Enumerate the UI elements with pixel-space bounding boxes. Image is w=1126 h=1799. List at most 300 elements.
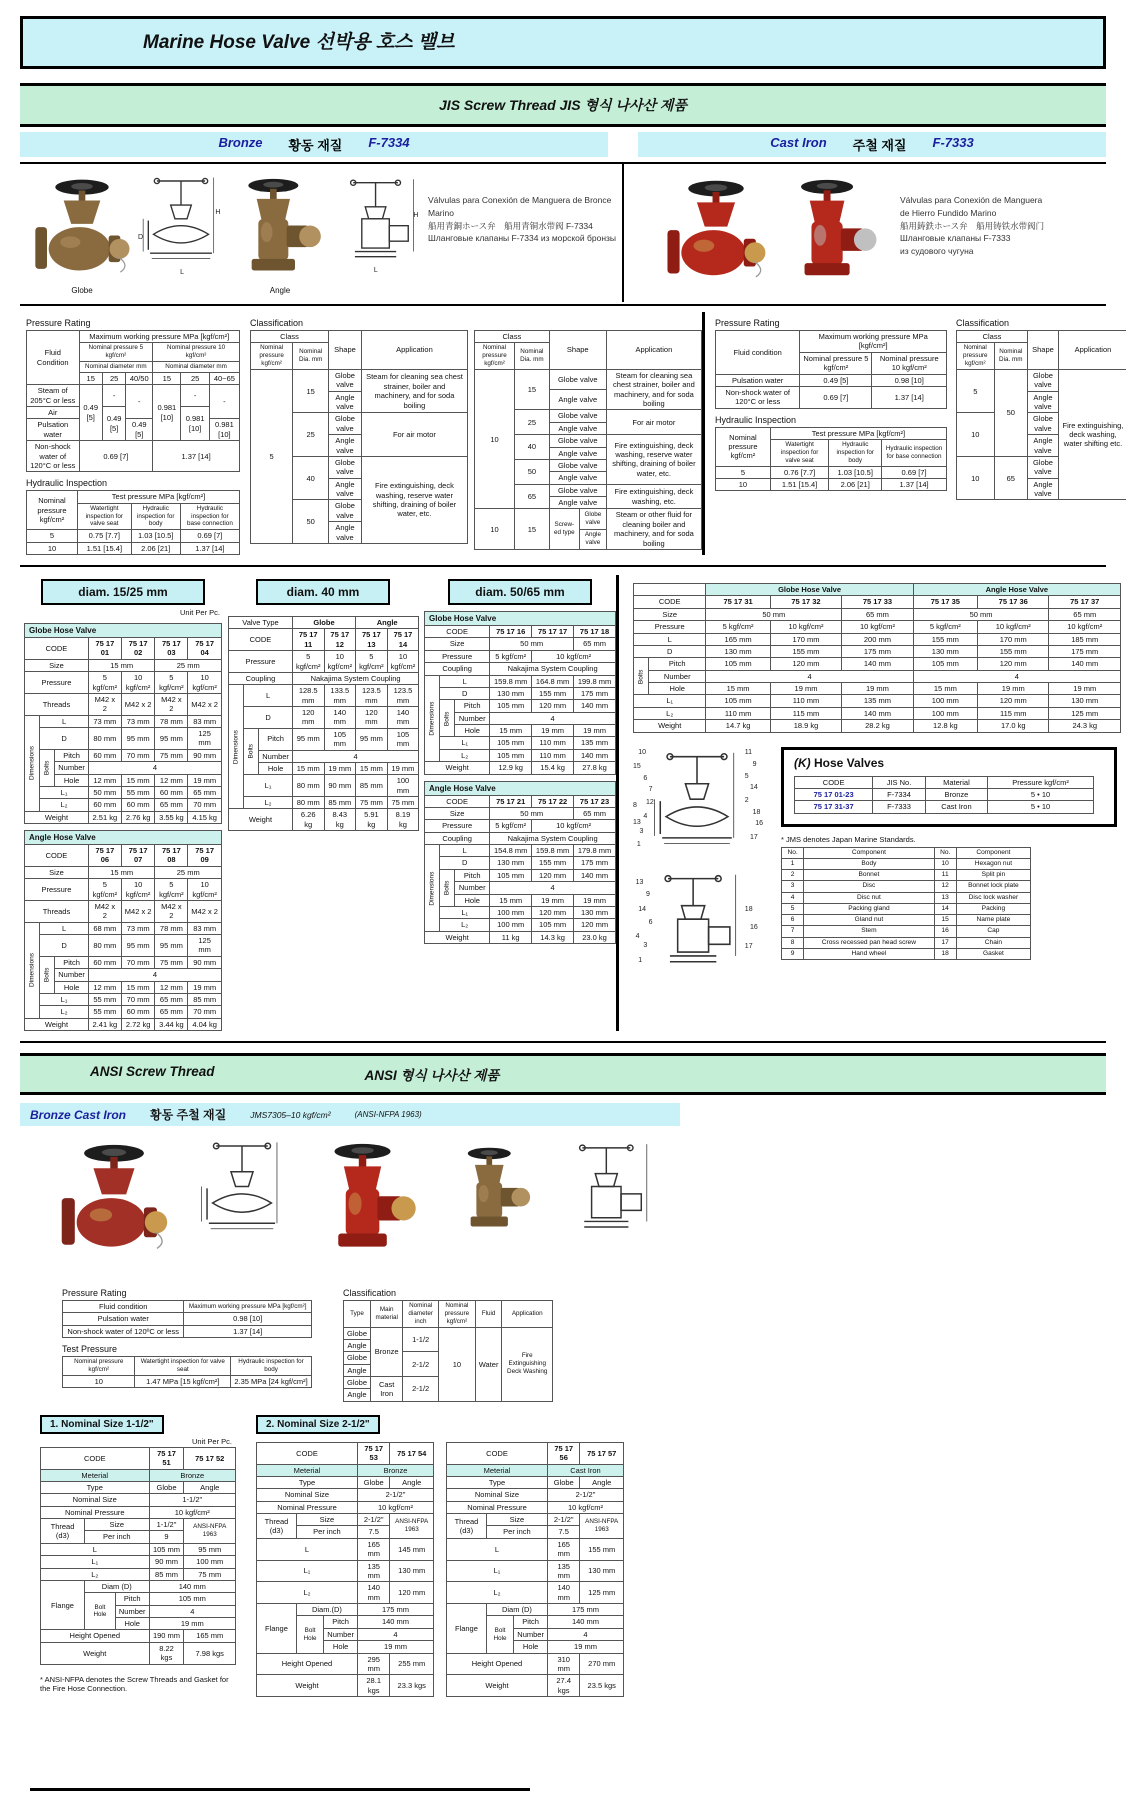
unit-per-pc-label: Unit Per Pc. xyxy=(179,608,220,618)
globe-drawing-icon xyxy=(645,747,749,863)
jis-section-banner: JIS Screw Thread JIS 형식 나사산 제품 xyxy=(20,83,1106,127)
cell: 5 xyxy=(251,369,293,543)
cell: 4 xyxy=(292,750,418,762)
cell: 5 • 10 xyxy=(988,788,1094,800)
cell: Pressure xyxy=(229,651,293,673)
cell: Size xyxy=(425,638,490,650)
cell: Pitch xyxy=(324,1616,358,1628)
part-callout: 3 xyxy=(643,942,648,950)
cell: M42 x 2 xyxy=(155,900,188,922)
cell: 4.15 kg xyxy=(188,811,222,823)
part-callout: H xyxy=(413,211,419,219)
cell: 10 kgf/cm² xyxy=(188,672,222,694)
cell: 65 mm xyxy=(574,638,616,650)
cell: 75 17 08 xyxy=(155,845,188,867)
cell: 165 mm xyxy=(706,633,770,645)
cell: 1 xyxy=(782,858,804,869)
cell: Angle valve xyxy=(580,529,607,549)
bronze-name: Bronze xyxy=(218,135,263,150)
cell: Globe valve xyxy=(329,500,362,522)
cell: 12 xyxy=(934,881,956,892)
cell: Gasket xyxy=(956,948,1030,959)
cell: Watertight inspection for valve seat xyxy=(77,503,131,530)
cell: 73 mm xyxy=(121,715,155,727)
part-callout: 13 xyxy=(635,878,644,886)
cell: Packing xyxy=(956,903,1030,914)
ansi-globe-valve-photo xyxy=(58,1136,170,1262)
cell: 75 17 56 xyxy=(547,1442,579,1464)
cell: Pressure xyxy=(425,820,490,832)
part-callout: 14 xyxy=(750,783,758,791)
cell: ANSI-NFPA 1963 xyxy=(580,1514,624,1539)
cell: Disc xyxy=(804,881,934,892)
note-line: из судового чугуна xyxy=(900,246,974,256)
cell: 2.76 kg xyxy=(121,811,155,823)
cell: 15 mm xyxy=(490,894,532,906)
cell: 120 mm xyxy=(978,695,1049,707)
cell: 90 mm xyxy=(188,956,222,968)
cell: 133.5 mm xyxy=(324,685,356,707)
cell: Per inch xyxy=(296,1526,357,1538)
cell: Dimensions xyxy=(229,685,244,809)
cell: Angle valve xyxy=(549,472,606,484)
cell: 23.3 kgs xyxy=(390,1675,434,1697)
cell: 10 kgf/cm² xyxy=(387,651,419,673)
cell: 175 mm xyxy=(574,687,616,699)
cell: 5 kgf/cm² xyxy=(706,621,770,633)
divider xyxy=(20,1041,1106,1043)
cell: Flange xyxy=(41,1580,85,1630)
cell: 5 kgf/cm² xyxy=(356,651,388,673)
cell: 25 mm xyxy=(155,866,222,878)
cell: Class xyxy=(957,331,1028,343)
cell: 0.76 [7.7] xyxy=(770,466,828,478)
cell: 105 mm xyxy=(490,749,532,761)
cell: 0.75 [7.7] xyxy=(77,530,131,542)
cell: 140 mm xyxy=(574,700,616,712)
cell: 50 mm xyxy=(913,608,1049,620)
cell: 1.51 [15.4] xyxy=(770,478,828,490)
cell: 0.69 [7] xyxy=(800,386,872,408)
cell: 1-1/2" xyxy=(149,1494,235,1506)
cell: - xyxy=(126,385,153,419)
cell: L₂ xyxy=(257,1582,358,1604)
cell: Component xyxy=(804,847,934,858)
jis-dimensions-row xyxy=(18,569,1108,1039)
part-callout: 4 xyxy=(635,932,640,940)
cell: 2 xyxy=(782,870,804,881)
cell: 0.981 [10] xyxy=(153,385,181,441)
cell: 75 17 11 xyxy=(292,629,324,651)
cell: 10 xyxy=(957,413,995,457)
cell: D xyxy=(40,728,89,750)
cell: 3 xyxy=(782,881,804,892)
cell: 130 mm xyxy=(490,687,532,699)
cell: Weight xyxy=(447,1675,548,1697)
cell: L xyxy=(244,685,293,707)
part-callout: 10 xyxy=(638,748,646,756)
cell: Height Opened xyxy=(447,1653,548,1675)
cell: 105 mm xyxy=(706,695,770,707)
cell: 75 17 51 xyxy=(149,1447,184,1469)
cell: 100 mm xyxy=(913,707,977,719)
cell: 135 mm xyxy=(547,1560,579,1582)
cell: For air motor xyxy=(361,413,467,457)
part-callout: 5 xyxy=(744,772,749,780)
cell: 5.91 kg xyxy=(356,809,388,831)
ansi-test-pressure-table xyxy=(62,1356,312,1388)
cell: 0.981 [10] xyxy=(209,419,239,441)
part-callout: 6 xyxy=(648,919,653,927)
cell: Height Opened xyxy=(257,1653,358,1675)
cell: 10 xyxy=(475,369,515,509)
cell: 2.72 kg xyxy=(121,1018,155,1030)
cast-globe-drawing xyxy=(633,747,763,867)
cell: Shape xyxy=(329,331,362,370)
cell: 5 • 10 xyxy=(988,801,1094,813)
cell: Cast Iron xyxy=(547,1464,623,1476)
globe-caption: Globe xyxy=(71,286,93,295)
cell: 75 17 16 xyxy=(490,626,532,638)
cast-iron-header xyxy=(638,132,1106,157)
cell: 75 mm xyxy=(155,749,188,761)
cell: Size xyxy=(486,1514,547,1526)
ansi-size2-column xyxy=(256,1414,624,1697)
cell: D xyxy=(244,707,293,729)
cell: 5 kgf/cm² xyxy=(490,650,532,662)
cell: Hole xyxy=(259,762,293,774)
cell: 55 mm xyxy=(88,993,121,1005)
cell: 19 mm xyxy=(324,762,356,774)
cell: Type xyxy=(344,1301,371,1328)
cell: Hole xyxy=(55,981,89,993)
cell: 10 xyxy=(63,1375,135,1387)
cell: Nominal Size xyxy=(257,1489,358,1501)
cell: 105 mm xyxy=(387,728,419,750)
cell: 15 xyxy=(293,369,329,413)
cell: 75 17 22 xyxy=(532,795,574,807)
cell: 60 mm xyxy=(155,786,188,798)
cell: L xyxy=(41,1543,150,1555)
cast-name: Cast Iron xyxy=(770,135,827,150)
cell: M42 x 2 xyxy=(88,900,121,922)
cell: Bolt Hole xyxy=(85,1593,116,1630)
bronze-classification-column xyxy=(240,312,702,555)
part-callout: L xyxy=(373,266,378,274)
cell: Hole xyxy=(455,725,490,737)
cell: Weight xyxy=(634,720,706,732)
pressure-rating-title: Pressure Rating xyxy=(26,318,91,328)
cell: 175 mm xyxy=(357,1604,433,1616)
cell: Nominal Dia. mm xyxy=(515,343,550,370)
cell: 75 17 06 xyxy=(88,845,121,867)
cell: Pitch xyxy=(455,869,490,881)
cell: Bonnet lock plate xyxy=(956,881,1030,892)
cell: 1-1/2" xyxy=(149,1519,184,1531)
cell: 19 mm xyxy=(770,683,841,695)
cell: 75 17 07 xyxy=(121,845,155,867)
cell: Globe xyxy=(547,1476,579,1488)
cell: Maximum working pressure MPa [kgf/cm²] xyxy=(184,1301,312,1313)
cell: Main material xyxy=(371,1301,403,1328)
cell: 19 mm xyxy=(978,683,1049,695)
cell: 17.0 kg xyxy=(978,720,1049,732)
cell: 130 mm xyxy=(913,645,977,657)
cell: Bolts xyxy=(634,658,649,695)
cell: Nominal pressure kgf/cm² xyxy=(439,1301,476,1328)
cell: 0.49 [5] xyxy=(102,407,125,441)
cell: Gland nut xyxy=(804,915,934,926)
cell: Steam or other fluid for cleaning boiler and machinery, and for soda boiling xyxy=(606,509,701,550)
part-callout: 9 xyxy=(752,760,757,768)
bronze-hydraulic-table xyxy=(26,490,240,555)
cell: 8 xyxy=(782,937,804,948)
cell: D xyxy=(634,645,706,657)
cell: 78 mm xyxy=(155,715,188,727)
cell: 185 mm xyxy=(1049,633,1121,645)
cell: Angle valve xyxy=(329,435,362,457)
cell: 19 mm xyxy=(532,894,574,906)
cell: 105 mm xyxy=(706,658,770,670)
cell: Pitch xyxy=(455,700,490,712)
cell: 75 17 31-37 xyxy=(795,801,873,813)
cell: 135 mm xyxy=(357,1560,389,1582)
cell: Size xyxy=(634,608,706,620)
cast-classification-table xyxy=(956,330,1126,500)
cell: Nakajima System Coupling xyxy=(490,832,616,844)
cell: 100 mm xyxy=(490,906,532,918)
cell: Steam for cleaning sea chest strainer, boiler and machinery, and for soda boiling xyxy=(606,369,701,410)
cell: 140 mm xyxy=(387,707,419,729)
cell: 5 kgf/cm² xyxy=(155,672,188,694)
cell: 75 17 12 xyxy=(324,629,356,651)
cell: 140 mm xyxy=(547,1582,579,1604)
part-callout: 18 xyxy=(744,906,753,914)
cell: Per inch xyxy=(486,1526,547,1538)
cell: 10 kgf/cm² xyxy=(357,1501,433,1513)
part-callout: D xyxy=(138,233,144,241)
cell: 16 xyxy=(934,926,956,937)
cell: 28.2 kg xyxy=(842,720,913,732)
cell: Thread (d3) xyxy=(257,1514,297,1539)
cell: Nominal pressure 5 kgf/cm² xyxy=(79,343,153,362)
cell: L₂ xyxy=(447,1582,548,1604)
cell: 165 mm xyxy=(184,1630,236,1642)
ansi-material-strip xyxy=(20,1103,680,1126)
cell: 120 mm xyxy=(356,707,388,729)
cell: No. xyxy=(782,847,804,858)
cell: Test pressure MPa [kgf/cm²] xyxy=(77,491,239,503)
cell: 5 xyxy=(957,369,995,413)
ansi-materials-kr: 황동 주철 재질 xyxy=(150,1108,227,1123)
cell: M42 x 2 xyxy=(88,693,121,715)
cell: 130 mm xyxy=(390,1560,434,1582)
cell: 120 mm xyxy=(532,700,574,712)
cell: Hole xyxy=(649,683,706,695)
cell: 120 mm xyxy=(770,658,841,670)
nominal-size-2-bar: 2. Nominal Size 2-1/2" xyxy=(256,1415,380,1434)
cell: CODE xyxy=(425,795,490,807)
cell: 105 mm xyxy=(913,658,977,670)
cell: 1.37 [14] xyxy=(184,1325,312,1337)
cell: 4 xyxy=(547,1628,623,1640)
cell: Nominal pressure kgf/cm² xyxy=(957,343,995,370)
cell: 65 mm xyxy=(574,807,616,819)
globe-valve-drawing xyxy=(138,172,224,282)
cell: 15 mm xyxy=(88,866,155,878)
cell: 65 xyxy=(515,484,550,509)
cell: 7 xyxy=(782,926,804,937)
cell: 200 mm xyxy=(842,633,913,645)
cell: 50 xyxy=(515,459,550,484)
cell: 60 mm xyxy=(88,956,121,968)
cell: No. xyxy=(934,847,956,858)
cell: L₂ xyxy=(41,1568,150,1580)
cell: L xyxy=(257,1538,358,1560)
cell: 19 mm xyxy=(387,762,419,774)
cell: CODE xyxy=(795,776,873,788)
cell: 165 mm xyxy=(357,1538,389,1560)
components-table xyxy=(781,847,1031,960)
cell: 0.981 [10] xyxy=(181,407,209,441)
cell: L₁ xyxy=(40,993,89,1005)
cell: 12 mm xyxy=(88,774,121,786)
cell: Bronze xyxy=(925,788,987,800)
cell: 110 mm xyxy=(532,737,574,749)
cell: Hole xyxy=(55,774,89,786)
cell: 4 xyxy=(88,969,221,981)
cell: Pressure xyxy=(25,879,89,901)
cell: 140 mm xyxy=(149,1580,235,1592)
cell: 140 mm xyxy=(547,1616,623,1628)
cell: 8.43 kg xyxy=(324,809,356,831)
cell: Angle valve xyxy=(329,478,362,500)
cell: Globe valve xyxy=(549,369,606,389)
cell: 145 mm xyxy=(390,1538,434,1560)
cell: Cast Iron xyxy=(371,1377,403,1402)
cell: Pitch xyxy=(55,749,89,761)
cell: Weight xyxy=(257,1675,358,1697)
cell: 130 mm xyxy=(1049,695,1121,707)
cell: Globe valve xyxy=(580,509,607,529)
cell: 5 xyxy=(27,530,78,542)
cast-pressure-rating-table xyxy=(715,330,947,409)
cell: Bonnet xyxy=(804,870,934,881)
cell: 70 mm xyxy=(188,799,222,811)
ansi-size1-column xyxy=(40,1414,240,1697)
diam-40-box: diam. 40 mm xyxy=(256,579,390,605)
cell: 5 kgf/cm² xyxy=(88,672,121,694)
cell: Pressure xyxy=(25,672,89,694)
cell: 75 mm xyxy=(155,956,188,968)
cell: 75 17 17 xyxy=(532,626,574,638)
cell: Bronze xyxy=(357,1464,433,1476)
cell: 50 mm xyxy=(490,807,574,819)
cell: 75 17 53 xyxy=(357,1442,389,1464)
cell: Screw-ed type xyxy=(549,509,579,550)
globe-hose-valve-bar: Globe Hose Valve xyxy=(24,623,222,637)
cell: 27.4 kgs xyxy=(547,1675,579,1697)
class10-table xyxy=(474,330,702,550)
cell: 164.8 mm xyxy=(532,675,574,687)
cell: Bolts xyxy=(40,956,55,993)
cell: Nominal pressure 5 kgf/cm² xyxy=(800,352,872,374)
diam-15-25-box: diam. 15/25 mm xyxy=(41,579,205,605)
cell: 23.5 kgs xyxy=(580,1675,624,1697)
cell: 75 mm xyxy=(184,1568,236,1580)
cell: 120 mm xyxy=(532,869,574,881)
cell: Pitch xyxy=(55,956,89,968)
cell: Globe valve xyxy=(549,410,606,422)
cell: Globe xyxy=(344,1352,371,1364)
cell: 95 mm xyxy=(184,1543,236,1555)
part-callout: 12 xyxy=(646,799,654,807)
cell: 10 kgf/cm² xyxy=(1049,621,1121,633)
cell: 27.8 kg xyxy=(574,762,616,774)
angle-drawing-icon xyxy=(336,172,422,276)
part-callout: 2 xyxy=(744,796,749,804)
cell: 40/50 xyxy=(126,372,153,384)
cell: 90 mm xyxy=(324,775,356,797)
cell: Angle valve xyxy=(549,497,606,509)
cell: Watertight inspection for valve seat xyxy=(135,1357,231,1376)
cell: 1.37 [14] xyxy=(180,542,239,554)
cell: Number xyxy=(455,712,490,724)
cell: L₂ xyxy=(634,707,706,719)
cell: 10 xyxy=(27,542,78,554)
cell: 120 mm xyxy=(978,658,1049,670)
unit-per-pc-label: Unit Per Pc. xyxy=(191,1436,232,1446)
cell: 154.8 mm xyxy=(490,845,532,857)
cell: Weight xyxy=(25,1018,89,1030)
cell: D xyxy=(40,935,89,957)
cell: Hydraulic inspection for base connection xyxy=(882,440,947,467)
cell: Watertight inspection for valve seat xyxy=(770,440,828,467)
cell: 75 17 54 xyxy=(390,1442,434,1464)
cell: Weight xyxy=(425,762,490,774)
cell: Coupling xyxy=(229,672,293,684)
cast-spec-column xyxy=(702,312,1126,555)
ansi-t2-bronze-table xyxy=(256,1442,434,1697)
cell: 4 xyxy=(706,670,913,682)
cell: Cast Iron xyxy=(925,801,987,813)
cell: Nakajima System Coupling xyxy=(292,672,418,684)
cell: Disc lock washer xyxy=(956,892,1030,903)
ansi-pressure-table xyxy=(62,1300,312,1338)
cell: 115 mm xyxy=(770,707,841,719)
cell: 1.37 [14] xyxy=(882,478,947,490)
cell: 159.8 mm xyxy=(490,675,532,687)
part-callout: 1 xyxy=(636,841,641,849)
part-callout: 7 xyxy=(648,786,653,794)
cell: 19 mm xyxy=(149,1618,235,1630)
cell: M42 x 2 xyxy=(188,693,222,715)
cell: Pressure xyxy=(634,621,706,633)
cell: L xyxy=(440,675,490,687)
cell: 50 xyxy=(293,500,329,544)
bronze-photos xyxy=(18,164,622,302)
d40-table xyxy=(228,616,419,831)
cell: 5 kgf/cm² xyxy=(913,621,977,633)
cell: 128.5 mm xyxy=(292,685,324,707)
cell: Angle valve xyxy=(329,391,362,413)
cell: L₂ xyxy=(440,919,490,931)
cell: Weight xyxy=(425,931,490,943)
cell: 60 mm xyxy=(121,799,155,811)
cell: 10 kgf/cm² xyxy=(770,621,841,633)
cell: 95 mm xyxy=(155,935,188,957)
cell: L xyxy=(40,715,89,727)
